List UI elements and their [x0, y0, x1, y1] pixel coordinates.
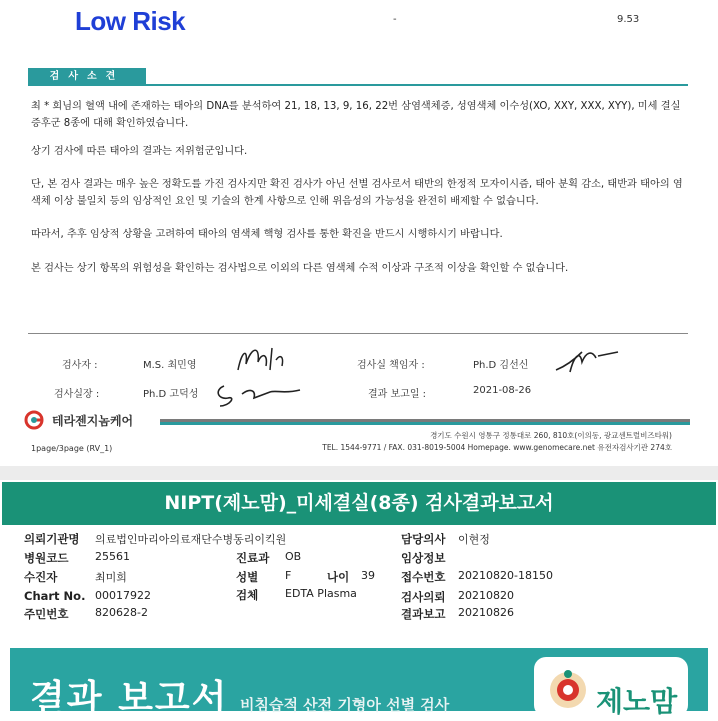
dept-label: 진료과 [236, 551, 270, 565]
resident-value: 820628-2 [95, 606, 148, 619]
result-value: 20210826 [458, 606, 514, 619]
genomom-logo-icon [546, 668, 590, 711]
manager-label: 검사실 책임자 : [357, 360, 425, 371]
doctor-label: 담당의사 [401, 532, 446, 546]
chart-value: 00017922 [95, 589, 151, 602]
finding-paragraph-3: 단, 본 검사 결과는 매우 높은 정확도를 가진 검사지만 확진 검사가 아닌 선별 검사로서 태반의 한정적 모자이시즘, 태아 분획 감소, 태반과 태아의 염색체 이상 불일치 등의 임상적인 요인 및 기술의 한계 사항으로 인해 위음성의 가능성을 완전히 배제할 수 없습니다. [31, 179, 683, 207]
patient-label: 수진자 [24, 570, 58, 584]
tester-signature [232, 340, 292, 380]
sex-label: 성별 [236, 570, 259, 584]
manager-signature [552, 342, 624, 380]
finding-paragraph-1: 최 * 희님의 혈액 내에 존재하는 태아의 DNA를 분석하여 21, 18, 13, 9, 16, 22번 삼염색체증, 성염색체 이수성(XO, XXY, XXX, XYY), 미세 결실 증후군 8종에 대해 확인하였습니다. [31, 101, 681, 129]
footer-address [300, 430, 672, 454]
resident-label: 주민번호 [24, 607, 69, 621]
page-number: 1page/3page (RV_1) [31, 444, 113, 453]
footer-bar-teal [160, 422, 690, 425]
signature-divider [28, 333, 688, 334]
finding-paragraph-5: 본 검사는 상기 항목의 위험성을 확인하는 검사법으로 이외의 다른 염색체 수적 이상과 구조적 이상을 확인할 수 없습니다. [31, 263, 569, 274]
manager-name: Ph.D 김선신 [473, 360, 529, 371]
page-separator [0, 466, 718, 480]
age-label: 나이 [327, 570, 350, 584]
banner-title: 결과 보고서 [30, 678, 229, 719]
brand-name: 제노맘 [596, 685, 678, 718]
finding-paragraph-2: 상기 검사에 따른 태아의 결과는 저위험군입니다. [31, 146, 248, 157]
result-label: 결과보고 [401, 607, 446, 621]
banner-subtitle: 비침습적 산전 기형아 선별 검사 [240, 696, 450, 714]
age-value: 39 [361, 569, 375, 582]
finding-paragraph-4: 따라서, 추후 임상적 상황을 고려하여 태아의 염색체 핵형 검사를 통한 확진을 반드시 시행하시기 바랍니다. [31, 229, 503, 240]
section-title: 검사소견 [28, 68, 146, 85]
request-value: 20210820 [458, 589, 514, 602]
chart-label: Chart No. [24, 589, 86, 603]
tester-name: M.S. 최민영 [143, 360, 197, 371]
summary-dash: - [393, 14, 397, 25]
director-name: Ph.D 고덕성 [143, 389, 199, 400]
institution-value: 의료법인마리아의료재단수병동리이킥원 [95, 533, 287, 546]
address-line: 경기도 수원시 영통구 정통대로 260, 810호(이의동, 광교센트럴비즈타워) [430, 431, 672, 440]
report-date: 2021-08-26 [473, 385, 532, 396]
director-signature [210, 376, 305, 412]
summary-value: 9.53 [617, 14, 640, 25]
receipt-value: 20210820-18150 [458, 569, 553, 582]
hospital-code-label: 병원코드 [24, 551, 69, 565]
receipt-label: 접수번호 [401, 570, 446, 584]
director-label: 검사실장 : [54, 389, 100, 400]
report-date-label: 결과 보고일 : [368, 389, 427, 400]
company-name: 테라젠지놈케어 [52, 413, 134, 428]
request-label: 검사의뢰 [401, 590, 446, 604]
doctor-value: 이현정 [458, 533, 490, 546]
dept-value: OB [285, 550, 302, 563]
risk-result: Low Risk [75, 6, 186, 36]
hospital-code-value: 25561 [95, 550, 130, 563]
specimen-value: EDTA Plasma [285, 587, 357, 600]
clinical-label: 임상정보 [401, 551, 446, 565]
sex-value: F [285, 569, 292, 582]
contact-line: TEL. 1544-9771 / FAX. 031-8019-5004 Homepage. www.genomecare.net 유전자검사기관 274호 [322, 443, 672, 452]
specimen-label: 검체 [236, 588, 259, 602]
tester-label: 검사자 : [62, 360, 98, 371]
institution-label: 의뢰기관명 [24, 532, 80, 546]
report-title: NIPT(제노맘)_미세결실(8종) 검사결과보고서 [2, 482, 716, 525]
company-logo [24, 410, 133, 430]
genome-logo-icon [24, 410, 48, 430]
patient-value: 최미희 [95, 571, 127, 584]
